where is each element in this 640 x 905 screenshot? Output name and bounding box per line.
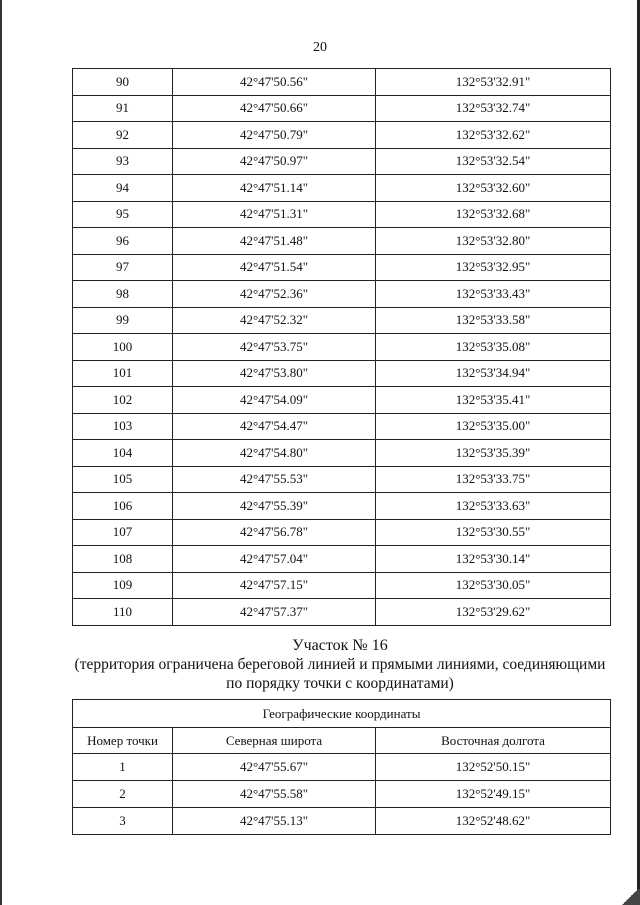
longitude-cell: 132°53'35.00" — [376, 413, 611, 440]
section-description-line-1: (территория ограничена береговой линией и прямыми линиями, соединяющими — [74, 656, 606, 673]
point-number-cell: 97 — [73, 254, 173, 281]
table-row — [73, 519, 611, 546]
group-header-geographic-coordinates: Географические координаты — [73, 700, 611, 728]
longitude-cell: 132°53'35.08" — [376, 334, 611, 361]
latitude-cell: 42°47'57.37" — [173, 599, 376, 626]
longitude-cell: 132°53'32.80" — [376, 228, 611, 255]
table-row — [73, 201, 611, 228]
section-16-table-body — [73, 700, 611, 754]
latitude-cell: 42°47'50.97" — [173, 148, 376, 175]
table-row — [73, 360, 611, 387]
longitude-cell: 132°53'32.91" — [376, 69, 611, 96]
table-row — [73, 546, 611, 573]
point-number-cell: 104 — [73, 440, 173, 467]
longitude-cell: 132°52'50.15" — [376, 754, 611, 781]
table-row — [73, 148, 611, 175]
latitude-cell: 42°47'51.48" — [173, 228, 376, 255]
table-row — [73, 387, 611, 414]
longitude-cell: 132°53'32.95" — [376, 254, 611, 281]
latitude-cell: 42°47'52.32" — [173, 307, 376, 334]
latitude-cell: 42°47'50.79" — [173, 122, 376, 149]
longitude-cell: 132°53'33.43" — [376, 281, 611, 308]
latitude-cell: 42°47'55.13" — [173, 808, 376, 835]
table-row — [73, 599, 611, 626]
point-number-cell: 109 — [73, 572, 173, 599]
latitude-cell: 42°47'54.09" — [173, 387, 376, 414]
longitude-cell: 132°53'35.39" — [376, 440, 611, 467]
table-row — [73, 175, 611, 202]
longitude-cell: 132°52'48.62" — [376, 808, 611, 835]
table-row — [73, 572, 611, 599]
point-number-cell: 91 — [73, 95, 173, 122]
table-row — [73, 95, 611, 122]
longitude-cell: 132°53'32.62" — [376, 122, 611, 149]
latitude-cell: 42°47'55.53" — [173, 466, 376, 493]
point-number-cell: 100 — [73, 334, 173, 361]
table-row — [73, 122, 611, 149]
point-number-cell: 102 — [73, 387, 173, 414]
section-title: Участок № 16 — [292, 637, 388, 654]
section-heading — [40, 636, 640, 693]
latitude-cell: 42°47'54.80" — [173, 440, 376, 467]
table-row — [73, 228, 611, 255]
section-16-coordinates-table — [72, 699, 611, 835]
point-number-cell: 106 — [73, 493, 173, 520]
longitude-cell: 132°53'30.05" — [376, 572, 611, 599]
longitude-cell: 132°53'34.94" — [376, 360, 611, 387]
latitude-cell: 42°47'51.31" — [173, 201, 376, 228]
latitude-cell: 42°47'51.54" — [173, 254, 376, 281]
point-number-cell: 110 — [73, 599, 173, 626]
table-row — [73, 334, 611, 361]
longitude-cell: 132°53'32.54" — [376, 148, 611, 175]
point-number-cell: 90 — [73, 69, 173, 96]
page-number: 20 — [313, 40, 327, 55]
table-row — [73, 466, 611, 493]
longitude-cell: 132°53'33.63" — [376, 493, 611, 520]
point-number-cell: 3 — [73, 808, 173, 835]
latitude-cell: 42°47'55.67" — [173, 754, 376, 781]
longitude-cell: 132°53'30.14" — [376, 546, 611, 573]
column-header-point-number: Номер точки — [73, 728, 173, 754]
longitude-cell: 132°53'29.62" — [376, 599, 611, 626]
table-row — [73, 781, 611, 808]
longitude-cell: 132°52'49.15" — [376, 781, 611, 808]
table-column-header-row — [73, 728, 611, 754]
latitude-cell: 42°47'51.14" — [173, 175, 376, 202]
table-row — [73, 69, 611, 96]
point-number-cell: 107 — [73, 519, 173, 546]
coordinates-table-continued — [72, 68, 611, 626]
longitude-cell: 132°53'32.74" — [376, 95, 611, 122]
table-row — [73, 281, 611, 308]
scan-left-edge — [0, 0, 2, 905]
longitude-cell: 132°53'33.58" — [376, 307, 611, 334]
point-number-cell: 99 — [73, 307, 173, 334]
section-16-data-rows — [73, 754, 611, 835]
point-number-cell: 92 — [73, 122, 173, 149]
latitude-cell: 42°47'57.04" — [173, 546, 376, 573]
point-number-cell: 101 — [73, 360, 173, 387]
table-group-header-row — [73, 700, 611, 728]
coordinates-table-body — [73, 69, 611, 626]
longitude-cell: 132°53'33.75" — [376, 466, 611, 493]
latitude-cell: 42°47'50.66" — [173, 95, 376, 122]
longitude-cell: 132°53'32.68" — [376, 201, 611, 228]
table-row — [73, 754, 611, 781]
point-number-cell: 103 — [73, 413, 173, 440]
latitude-cell: 42°47'52.36" — [173, 281, 376, 308]
scan-corner-mark — [620, 889, 640, 905]
longitude-cell: 132°53'32.60" — [376, 175, 611, 202]
table-row — [73, 254, 611, 281]
table-row — [73, 440, 611, 467]
latitude-cell: 42°47'53.75" — [173, 334, 376, 361]
latitude-cell: 42°47'54.47" — [173, 413, 376, 440]
point-number-cell: 1 — [73, 754, 173, 781]
longitude-cell: 132°53'30.55" — [376, 519, 611, 546]
latitude-cell: 42°47'56.78" — [173, 519, 376, 546]
point-number-cell: 108 — [73, 546, 173, 573]
table-row — [73, 808, 611, 835]
column-header-east-longitude: Восточная долгота — [376, 728, 611, 754]
latitude-cell: 42°47'57.15" — [173, 572, 376, 599]
latitude-cell: 42°47'55.39" — [173, 493, 376, 520]
longitude-cell: 132°53'35.41" — [376, 387, 611, 414]
point-number-cell: 95 — [73, 201, 173, 228]
latitude-cell: 42°47'55.58" — [173, 781, 376, 808]
section-description-line-2: по порядку точки с координатами) — [226, 675, 454, 692]
point-number-cell: 96 — [73, 228, 173, 255]
latitude-cell: 42°47'53.80" — [173, 360, 376, 387]
table-row — [73, 413, 611, 440]
point-number-cell: 93 — [73, 148, 173, 175]
latitude-cell: 42°47'50.56" — [173, 69, 376, 96]
point-number-cell: 94 — [73, 175, 173, 202]
table-row — [73, 493, 611, 520]
column-header-north-latitude: Северная широта — [173, 728, 376, 754]
table-row — [73, 307, 611, 334]
point-number-cell: 105 — [73, 466, 173, 493]
point-number-cell: 98 — [73, 281, 173, 308]
point-number-cell: 2 — [73, 781, 173, 808]
